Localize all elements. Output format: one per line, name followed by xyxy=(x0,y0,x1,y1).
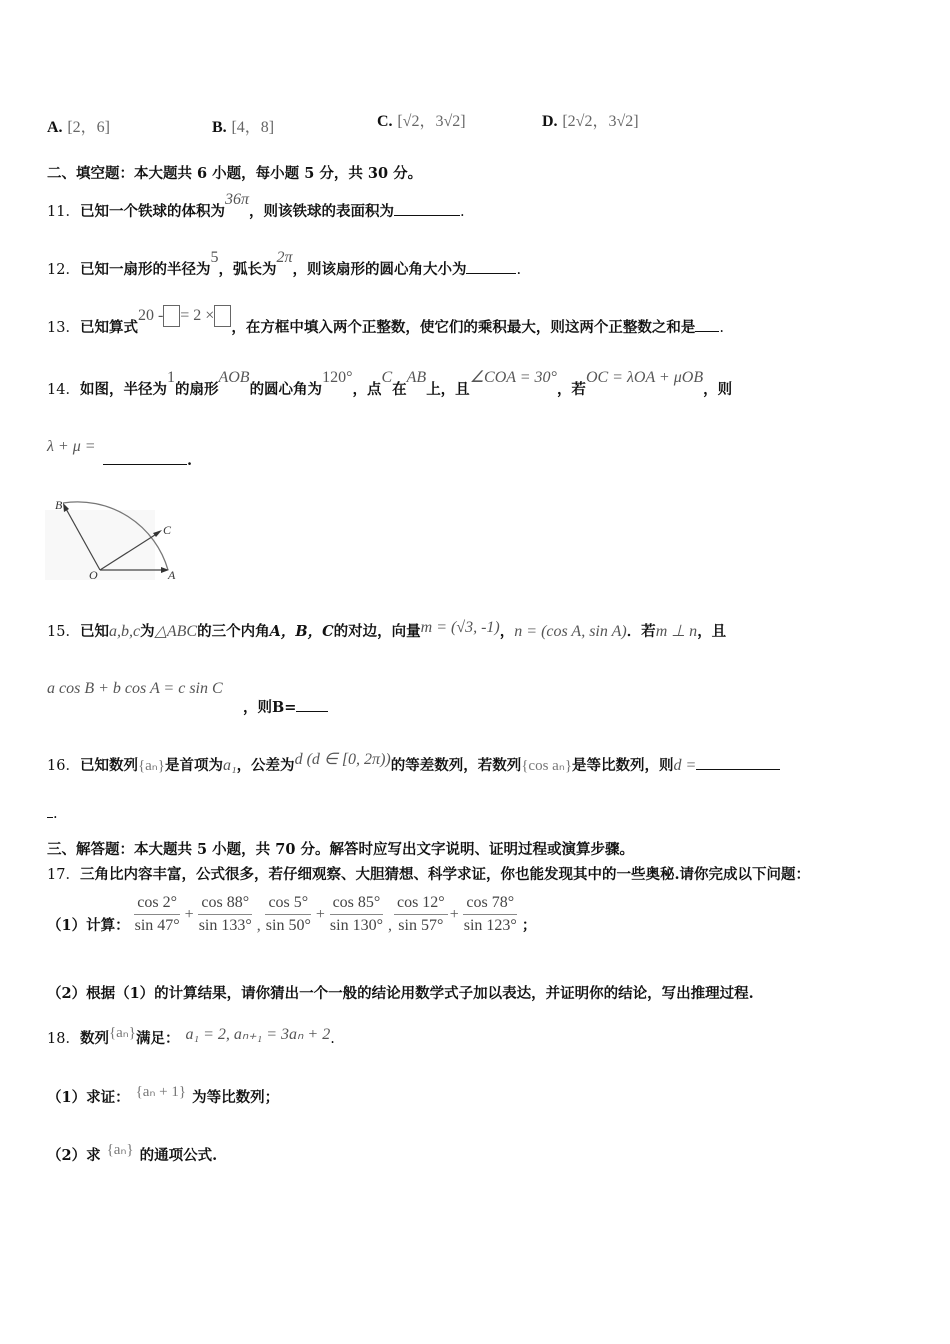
question-text: 是首项为 xyxy=(165,757,223,774)
math-expr: △ABC xyxy=(154,623,198,640)
question-16 xyxy=(47,751,780,775)
section-heading-answer: 三、解答题：本大题共 5 小题，共 70 分。解答时应写出文字说明、证明过程或演算步骤。 xyxy=(47,841,634,858)
question-text: 的等差数列，若数列 xyxy=(390,757,522,774)
question-text: 已知一个铁球的体积为 xyxy=(79,203,225,220)
math-expr: n = (cos A, sin A) xyxy=(514,623,627,640)
question-text: 数列 xyxy=(79,1030,109,1047)
option-label: B. xyxy=(212,119,227,136)
label-o: O xyxy=(89,568,98,582)
period: . xyxy=(330,1031,335,1047)
math-expr: m = (√3, -1) xyxy=(420,619,500,636)
question-text: 为等比数列； xyxy=(192,1089,280,1106)
math-expr: a₁ xyxy=(223,757,237,774)
answer-blank[interactable] xyxy=(296,711,328,712)
math-expr: {aₙ} xyxy=(106,1142,134,1158)
question-text: ，则该铁球的表面积为 xyxy=(248,203,394,220)
fraction xyxy=(461,894,520,935)
period: . xyxy=(719,320,724,336)
label-b: B xyxy=(55,498,63,512)
math-expr: 2π xyxy=(276,249,293,266)
question-text: ，若 xyxy=(556,381,586,398)
question-text: ，则该扇形的圆心角大小为 xyxy=(292,261,467,278)
denominator: sin 47° xyxy=(134,917,180,934)
option-label: D. xyxy=(542,113,558,130)
question-text: 的扇形 xyxy=(174,381,219,398)
option-label: A. xyxy=(47,119,63,136)
plus-sign: + xyxy=(184,905,194,923)
question-number: 11． xyxy=(47,204,80,220)
question-14-line2 xyxy=(47,438,96,456)
section-heading-fill-in: 二、填空题：本大题共 6 小题，每小题 5 分，共 30 分。 xyxy=(47,165,423,182)
math-expr: 5 xyxy=(210,249,219,266)
denominator: sin 50° xyxy=(265,917,311,934)
numerator: cos 12° xyxy=(394,894,448,915)
numerator: cos 2° xyxy=(134,894,180,915)
option-label: C. xyxy=(377,113,393,130)
question-text: 的圆心角为 xyxy=(249,381,323,398)
question-text: B= xyxy=(272,699,297,716)
math-expr: a₁ = 2, aₙ₊₁ = 3aₙ + 2 xyxy=(185,1026,331,1043)
plus-sign: + xyxy=(315,905,325,923)
question-17-part1 xyxy=(47,894,536,935)
comma: , xyxy=(387,916,392,934)
math-expr: AB xyxy=(406,369,427,386)
question-16-end xyxy=(47,806,58,822)
question-18-part1 xyxy=(47,1086,279,1107)
question-text: 已知数列 xyxy=(79,757,138,774)
fraction xyxy=(263,894,314,935)
math-expr: = 2 × xyxy=(180,307,215,324)
semicolon: ； xyxy=(521,917,537,934)
part-label: （1）求证： xyxy=(47,1089,130,1106)
math-expr: a cos B + b cos A = c sin C xyxy=(47,680,223,697)
question-text: ，在方框中填入两个正整数，使它们的乘积最大，则这两个正整数之和是 xyxy=(231,319,696,336)
period: . xyxy=(516,262,522,278)
question-text: 的通项公式. xyxy=(139,1147,218,1164)
math-expr: m ⊥ n xyxy=(655,623,698,640)
numerator: cos 88° xyxy=(198,894,252,915)
period: . xyxy=(459,204,465,220)
denominator: sin 130° xyxy=(329,917,383,934)
option-b xyxy=(212,114,274,137)
question-text: ，点 xyxy=(352,381,382,398)
math-expr: 36π xyxy=(224,191,249,208)
question-text: ，公差为 xyxy=(236,757,295,774)
option-value: [2，6] xyxy=(67,119,111,136)
math-expr: d = xyxy=(673,757,697,774)
label-a: A xyxy=(168,568,176,582)
numerator: cos 85° xyxy=(330,894,384,915)
question-17 xyxy=(47,863,810,884)
question-text: 已知一扇形的半径为 xyxy=(79,261,211,278)
part-label: （2）求 xyxy=(47,1147,101,1164)
question-text: ，弧长为 xyxy=(218,261,277,278)
question-text: ，则 xyxy=(243,699,272,716)
period: . xyxy=(187,452,193,469)
sector-figure xyxy=(45,490,185,585)
math-expr: d (d ∈ [0, 2π)) xyxy=(294,751,391,768)
option-a xyxy=(47,114,110,137)
empty-box xyxy=(214,305,231,327)
fraction xyxy=(327,894,386,935)
math-expr: {aₙ + 1} xyxy=(135,1084,187,1100)
comma: , xyxy=(256,916,261,934)
question-text: ，且 xyxy=(697,623,727,640)
question-14 xyxy=(47,369,733,399)
math-expr: C xyxy=(381,369,393,386)
denominator: sin 57° xyxy=(398,917,444,934)
option-value: [√2，3√2] xyxy=(397,113,466,130)
period: . xyxy=(53,806,58,822)
answer-blank[interactable] xyxy=(466,273,516,274)
question-text: ， xyxy=(499,623,515,640)
answer-blank[interactable] xyxy=(696,769,780,770)
question-14-answer xyxy=(103,452,192,469)
question-15-answer xyxy=(243,696,328,717)
answer-blank[interactable] xyxy=(695,331,719,332)
denominator: sin 123° xyxy=(463,917,517,934)
question-text: ，则 xyxy=(703,381,733,398)
question-18 xyxy=(47,1027,335,1048)
question-number: 15． xyxy=(47,624,80,640)
question-17-part2: （2）根据（1）的计算结果，请你猜出一个一般的结论用数学式子加以表达，并证明你的结论，写出推理过程. xyxy=(47,985,754,1002)
question-text: 是等比数列，则 xyxy=(572,757,674,774)
question-12 xyxy=(47,249,522,279)
question-text: 的对边，向量 xyxy=(333,623,421,640)
numerator: cos 5° xyxy=(265,894,311,915)
plus-sign: + xyxy=(449,905,459,923)
math-expr: {aₙ} xyxy=(108,1025,136,1041)
math-expr: OC = λOA + μOB xyxy=(585,369,704,386)
fraction xyxy=(394,894,448,935)
question-text: 如图，半径为 xyxy=(79,381,167,398)
math-expr: {cos aₙ} xyxy=(521,758,573,774)
fraction xyxy=(132,894,183,935)
question-text: 满足： xyxy=(136,1030,180,1047)
option-value: [4，8] xyxy=(231,119,275,136)
answer-blank[interactable] xyxy=(394,215,460,216)
denominator: sin 133° xyxy=(198,917,252,934)
question-number: 12． xyxy=(47,262,80,278)
fraction xyxy=(196,894,255,935)
question-13 xyxy=(47,307,724,339)
option-value: [2√2，3√2] xyxy=(562,113,639,130)
question-number: 17． xyxy=(47,867,80,883)
math-expr: ∠COA = 30° xyxy=(469,369,557,386)
question-text: 的三个内角 xyxy=(197,623,270,640)
answer-blank[interactable] xyxy=(103,464,187,465)
math-expr: 120° xyxy=(322,369,353,386)
question-11 xyxy=(47,191,465,221)
question-number: 14． xyxy=(47,382,80,398)
question-text: ．若 xyxy=(626,623,656,640)
math-expr: 1 xyxy=(166,369,175,386)
question-number: 16． xyxy=(47,758,80,774)
question-text: 为 xyxy=(140,623,155,640)
question-text: A，B，C xyxy=(269,623,334,640)
option-c xyxy=(377,108,466,131)
question-text: 三角比内容丰富，公式很多，若仔细观察、大胆猜想、科学求证，你也能发现其中的一些奥秘.请你完成以下问题： xyxy=(79,866,810,883)
math-expr: {aₙ} xyxy=(137,758,165,774)
question-text: 在 xyxy=(392,381,407,398)
question-text: 已知 xyxy=(79,623,109,640)
math-expr: AOB xyxy=(218,369,250,386)
question-text: 已知算式 xyxy=(79,319,138,336)
question-18-part2 xyxy=(47,1144,217,1165)
math-expr: λ + μ = xyxy=(47,438,96,455)
part-label: （1）计算： xyxy=(47,917,130,934)
empty-box xyxy=(163,305,180,327)
math-expr: a,b,c xyxy=(108,623,141,640)
option-d xyxy=(542,108,639,131)
question-text: 上，且 xyxy=(426,381,470,398)
label-c: C xyxy=(163,523,172,537)
question-number: 13． xyxy=(47,320,80,336)
numerator: cos 78° xyxy=(463,894,517,915)
question-number: 18． xyxy=(47,1031,80,1047)
question-15 xyxy=(47,620,726,641)
question-15-line2 xyxy=(47,680,223,698)
math-expr: 20 - xyxy=(137,307,164,324)
